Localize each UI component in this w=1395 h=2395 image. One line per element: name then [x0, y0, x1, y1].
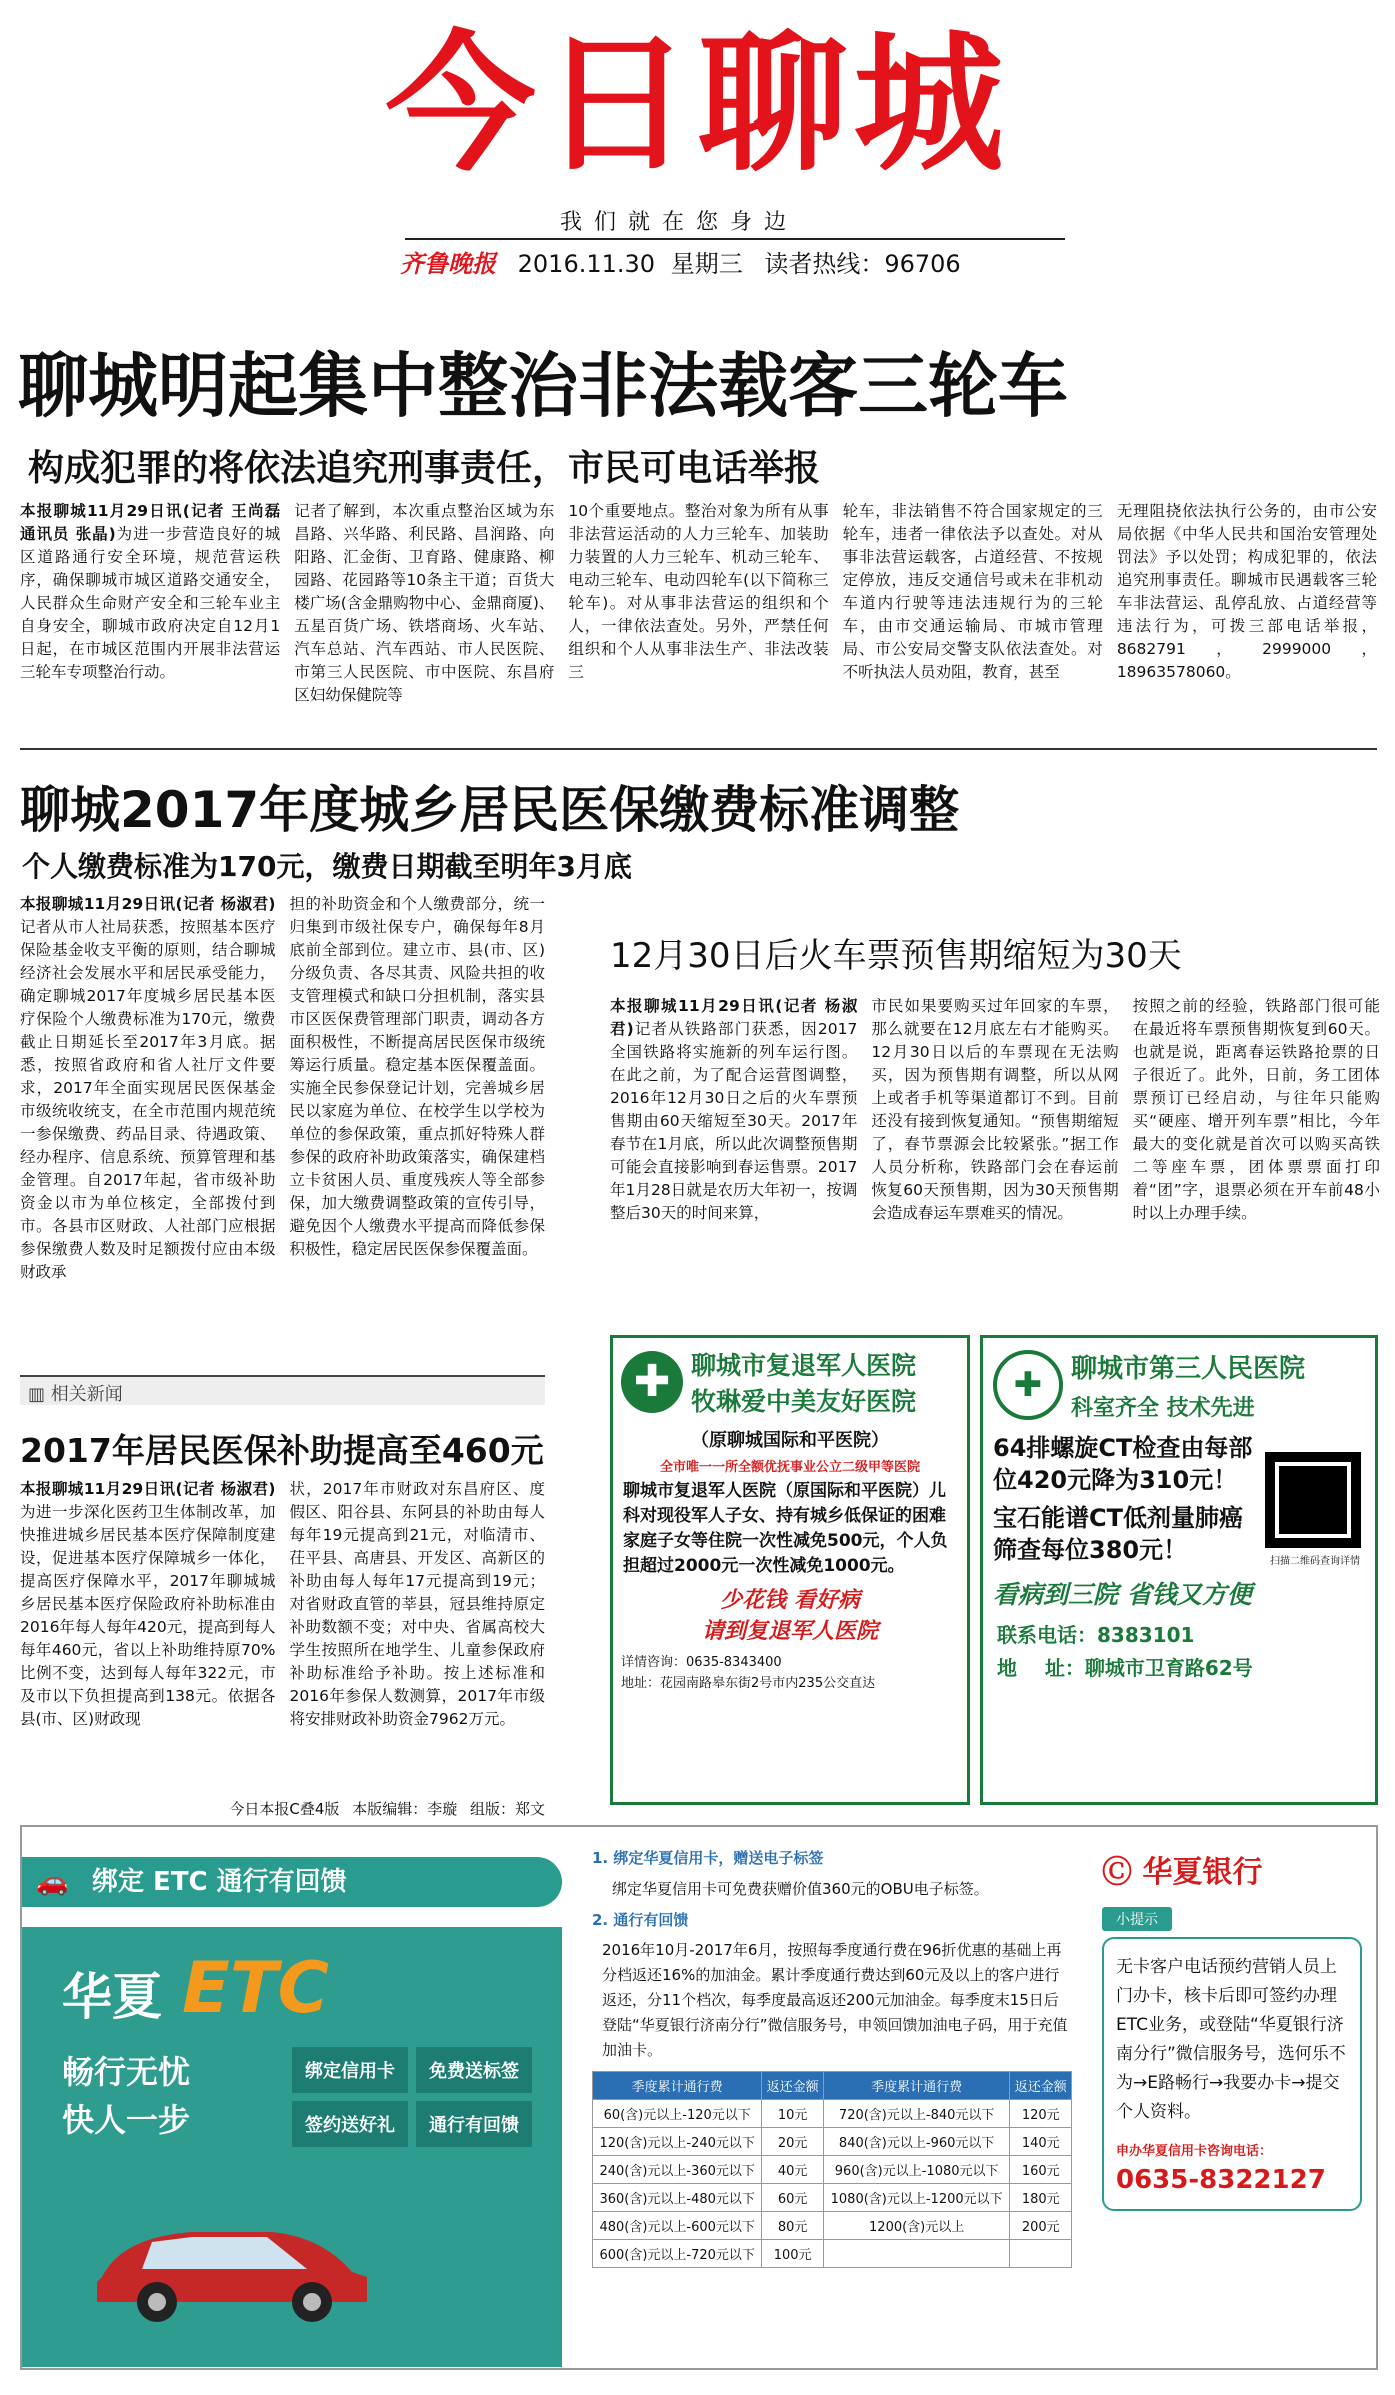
table-header: 返还金额: [762, 2072, 824, 2100]
reader-hotline: 读者热线：96706: [764, 250, 961, 278]
related-news-label: 相关新闻: [50, 1384, 123, 1405]
article3-title: 12月30日后火车票预售期缩短为30天: [610, 936, 1182, 976]
bank-sidebar: [1102, 1847, 1362, 2211]
table-row: 480(含)元以上-600元以下 80元 1200(含)元以上 200元: [593, 2212, 1072, 2240]
etc-details: [592, 1847, 1072, 2268]
qr-code-icon[interactable]: [1265, 1452, 1361, 1548]
paper-logo: 齐鲁晚报: [400, 249, 496, 278]
article3-byline: 本报聊城11月29日讯(记者 杨淑君): [610, 997, 858, 1038]
article4-col: 本报聊城11月29日讯(记者 杨淑君)为进一步深化医药卫生体制改革，加快推进城乡居民基本医疗保障制度建设，促进基本医疗保障城乡一体化，提高医疗保障水平，2017年聊城城乡居民基本医疗保险政府补助标准由2016年每人每年420元，提高到每人每年460元，省以上补助维持原70%比例不变，达到每人每年322元，市及市以下负担提高到138元。依据各县(市、区)财政现: [20, 1480, 276, 1728]
masthead-dateline: [400, 244, 1100, 279]
article3-col: 本报聊城11月29日讯(记者 杨淑君)记者从铁路部门获悉，因2017全国铁路将实施新的列车运行图。在此之前，为了配合运营图调整，2016年12月30日之后的火车票预售期由60天缩短至30天。2017年春节在1月底，所以此次调整预售期可能会直接影响到春运售票。2017年1月28日就是农历大年初一，按调整后30天的时间来算，: [610, 997, 858, 1222]
article1-byline: 本报聊城11月29日讯(记者 王尚磊 通讯员 张晶): [20, 502, 281, 543]
article1-col: 无理阻挠依法执行公务的，由市公安局依据《中华人民共和国治安管理处罚法》予以处罚；构成犯罪的，依法追究刑事责任。聊城市民遇载客三轮车非法营运、乱停乱放、占道经营等违法行为，可拨三部电话举报，8682791，2999000，18963578060。: [1116, 502, 1377, 681]
bank-brand: Ⓒ 华夏银行: [1102, 1855, 1263, 1890]
ad1-address: 地址：花园南路皋东街2号市内235公交直达: [621, 1676, 876, 1691]
ad1-name2: 牧琳爱中美友好医院: [691, 1387, 917, 1416]
ad1-body: 聊城市复退军人医院（原国际和平医院）儿科对现役军人子女、持有城乡低保证的困难家庭子女等住院一次性减免500元，个人负担超过2000元一次性减免1000元。: [623, 1481, 948, 1576]
article2-byline: 本报聊城11月29日讯(记者 杨淑君): [20, 895, 276, 913]
page-footer: [200, 1798, 545, 1819]
etc-tiles: [292, 2047, 532, 2147]
ad1-tagline: 全市唯一一所全额优抚事业公立二级甲等医院: [659, 1460, 920, 1475]
etc-tile: 签约送好礼: [292, 2101, 408, 2147]
car-illustration: [82, 2197, 382, 2327]
ad2-address-row: 地 址：聊城市卫育路62号: [997, 1656, 1253, 1680]
tip-body: 无卡客户电话预约营销人员上门办卡，核卡后即可签约办理ETC业务，或登陆“华夏银行济南分行”微信服务号，选何乐不为→E路畅行→我要办卡→提交个人资料。: [1116, 1957, 1346, 2122]
related-news-icon: ▥: [28, 1384, 51, 1405]
etc-tile: 通行有回馈: [416, 2101, 532, 2147]
article2-title: 聊城2017年度城乡居民医保缴费标准调整: [20, 781, 960, 839]
issue-weekday: 星期三: [670, 250, 743, 278]
article1-col: 记者了解到，本次重点整治区域为东昌路、兴华路、利民路、昌润路、向阳路、汇金街、卫育路、健康路、柳园路、花园路等10条主干道；百货大楼广场(含金鼎购物中心、金鼎商厦)、五星百货广场、铁塔商场、火车站、汽车总站、汽车西站、市人民医院、市第三人民医院、市中医院、东昌府区妇幼保健院等: [294, 502, 555, 704]
article1-col: 本报聊城11月29日讯(记者 王尚磊 通讯员 张晶)为进一步营造良好的城区道路通行安全环境，规范营运秩序，确保聊城市城区道路交通安全，人民群众生命财产安全和三轮车业主自身安全，聊城市政府决定自12月1日起，在市城区范围内开展非法营运三轮车专项整治行动。: [20, 502, 281, 681]
etc-sec2-title: 2. 通行有回馈: [592, 1911, 689, 1929]
table-row: 240(含)元以上-360元以下 40元 960(含)元以上-1080元以下 160元: [593, 2156, 1072, 2184]
ad2-phone-row: 联系电话：8383101: [997, 1623, 1195, 1647]
hotline-label: 申办华夏信用卡咨询电话：: [1116, 2144, 1273, 2159]
etc-brand: 华夏: [62, 1968, 162, 2026]
etc-sec2-body: 2016年10月-2017年6月，按照每季度通行费在96折优惠的基础上再分档返还16%的加油金。累计季度通行费达到60元及以上的客户进行返还，分11个档次，每季度最高返还200元加油金。每季度末15日后登陆“华夏银行济南分行”微信服务号，申领回馈加油电子码，用于充值加油卡。: [602, 1941, 1068, 2059]
etc-tile: 免费送标签: [416, 2047, 532, 2093]
issue-date: 2016.11.30: [517, 250, 656, 278]
article3-body: [610, 995, 1380, 1295]
footer-edition: 今日本报C叠4版: [229, 1800, 340, 1818]
table-row: 60(含)元以上-120元以下 10元 720(含)元以上-840元以下 120元: [593, 2100, 1072, 2128]
section-divider: [20, 748, 1377, 750]
qr-caption: 扫描二维码查询详情: [1270, 1556, 1360, 1567]
etc-tile: 绑定信用卡: [292, 2047, 408, 2093]
etc-rebate-table: [592, 2071, 1072, 2268]
bank-hotline: 0635-8322127: [1116, 2165, 1326, 2195]
tip-box: [1102, 1937, 1362, 2211]
related-news-bar: [20, 1375, 545, 1405]
hospital-ad-2: [980, 1335, 1378, 1805]
footer-layout: 组版：郑文: [469, 1800, 545, 1818]
hospital-ad-1: [610, 1335, 970, 1805]
footer-editor: 本版编辑：李璇: [352, 1800, 458, 1818]
etc-logo: ETC: [182, 1947, 329, 2029]
article4-col: 状，2017年市财政对东昌府区、度假区、阳谷县、东阿县的补助由每人每年19元提高到21元，对临清市、茌平县、高唐县、开发区、高新区的补助由每人每年17元提高到19元；对省财政直管的莘县，冠县维持原定补助数额不变；对中央、省属高校大学生按照所在地学生、儿童参保政府补助标准给予补助。按上述标准和2016年参保人数测算，2017年市级将安排财政补助资金7962万元。: [289, 1480, 545, 1728]
ad2-body2: 宝石能谱CT低剂量肺癌筛查每位380元！: [993, 1504, 1243, 1564]
article1-title: 聊城明起集中整治非法载客三轮车: [18, 345, 1068, 427]
article2-subtitle: 个人缴费标准为170元，缴费日期截至明年3月底: [22, 850, 632, 883]
ad2-slogan: 看病到三院 省钱又方便: [993, 1580, 1252, 1609]
ad2-tagline: 科室齐全 技术先进: [1071, 1396, 1255, 1421]
table-row: 600(含)元以上-720元以下 100元: [593, 2240, 1072, 2268]
ad1-slogan2: 请到复退军人医院: [701, 1619, 878, 1644]
etc-sec1-title: 1. 绑定华夏信用卡，赠送电子标签: [592, 1849, 824, 1867]
hospital-logo-icon: ✚: [993, 1350, 1063, 1420]
etc-motto1: 畅行无忧: [62, 2053, 191, 2091]
masthead-divider: [405, 238, 1065, 240]
table-header: 季度累计通行费: [593, 2072, 762, 2100]
etc-motto2: 快人一步: [62, 2101, 191, 2139]
article3-col: 按照之前的经验，铁路部门很可能在最近将车票预售期恢复到60天。也就是说，距离春运铁路抢票的日子很近了。此外，日前，务工团体票预订已经启动，与往年只能购买“硬座、增开列车票”相比，今年最大的变化就是首次可以购买高铁二等座车票，团体票票面打印着“团”字，退票必须在开车前48小时以上办理手续。: [1132, 997, 1380, 1222]
ad2-body1: 64排螺旋CT检查由每部位420元降为310元！: [993, 1434, 1253, 1494]
masthead-title: 今日聊城: [385, 18, 1010, 192]
ad1-slogan1: 少花钱 看好病: [720, 1588, 860, 1613]
etc-promo-panel: [22, 1927, 562, 2367]
bank-etc-ad: [20, 1825, 1378, 2370]
article1-subtitle: 构成犯罪的将依法追究刑事责任，市民可电话举报: [28, 448, 821, 489]
article2-col: 担的补助资金和个人缴费部分，统一归集到市级社保专户，确保每年8月底前全部到位。建立市、县(市、区)分级负责、各尽其责、风险共担的收支管理模式和缺口分担机制，落实县市区医保费管理部门职责，调动各方面积极性，不断提高居民医保市级统筹运行质量。稳定基本医保覆盖面。实施全民参保登记计划，完善城乡居民以家庭为单位、在校学生以学校为单位的参保政策，重点抓好特殊人群参保的政府补助政策落实，确保建档立卡贫困人员、重度残疾人等全部参保，加大缴费调整政策的宣传引导，避免因个人缴费水平提高而降低参保积极性，稳定居民医保参保覆盖面。: [289, 895, 545, 1258]
ad2-address: 聊城市卫育路62号: [1084, 1656, 1253, 1680]
article2-col: 本报聊城11月29日讯(记者 杨淑君)记者从市人社局获悉，按照基本医疗保险基金收支平衡的原则，结合聊城经济社会发展水平和居民承受能力，确定聊城2017年度城乡居民基本医疗保险个人缴费标准为170元，缴费截止日期延长至2017年3月底。据悉，按照省政府和省人社厅文件要求，2017年全面实现居民医保基金市级统收统支，在全市范围内规范统一参保缴费、药品目录、待遇政策、经办程序、信息系统、预算管理和基金管理。自2017年起，省市级补助资金以市为单位核定，全部拨付到市。各县市区财政、人社部门应根据参保缴费人数及时足额拨付应由本级财政承: [20, 895, 276, 1281]
article1-col: 轮车，非法销售不符合国家规定的三轮车，违者一律依法予以查处。对从事非法营运载客，占道经营、不按规定停放，违反交通信号或未在非机动车道内行驶等违法违规行为的三轮车，由市交通运输局、市城市管理局、市公安局交警支队依法查处。对不听执法人员劝阻，教育，甚至: [842, 502, 1103, 681]
hospital-cross-icon: ✚: [621, 1351, 683, 1413]
article1-col: 10个重要地点。整治对象为所有从事非法营运活动的人力三轮车、加装助力装置的人力三轮车、机动三轮车、电动三轮车、电动四轮车(以下简称三轮车)。对从事非法营运的组织和个人，一律依法查处。另外，严禁任何组织和个人从事非法生产、非法改装三: [568, 502, 829, 681]
article4-body: [20, 1478, 545, 1788]
tip-label: 小提示: [1102, 1907, 1172, 1931]
table-row: 360(含)元以上-480元以下 60元 1080(含)元以上-1200元以下 180元: [593, 2184, 1072, 2212]
ad2-phone: 8383101: [1097, 1623, 1195, 1647]
article2-body: [20, 893, 545, 1358]
masthead-slogan: 我们就在您身边: [560, 210, 799, 235]
table-header: 季度累计通行费: [823, 2072, 1010, 2100]
car-icon: 🚗: [36, 1867, 69, 1897]
ad2-name: 聊城市第三人民医院: [1071, 1354, 1306, 1384]
ad1-phone: 详情咨询：0635-8343400: [621, 1655, 782, 1670]
ad1-name1: 聊城市复退军人医院: [691, 1351, 917, 1380]
article3-col: 市民如果要购买过年回家的车票，那么就要在12月底左右才能购买。12月30日以后的车票现在无法购买，因为预售期有调整，所以从网上或者手机等渠道都订不到。目前还没有接到恢复通知。“预售期缩短了，春节票源会比较紧张。”据工作人员分析称，铁路部门会在春运前恢复60天预售期，因为30天预售期会造成春运车票难买的情况。: [871, 997, 1119, 1222]
article4-byline: 本报聊城11月29日讯(记者 杨淑君): [20, 1480, 276, 1498]
article1-body: [20, 500, 1377, 740]
etc-sec1-body: 绑定华夏信用卡可免费获赠价值360元的OBU电子标签。: [612, 1880, 989, 1898]
table-row: 120(含)元以上-240元以下 20元 840(含)元以上-960元以下 140元: [593, 2128, 1072, 2156]
table-header: 返还金额: [1010, 2072, 1072, 2100]
article4-title: 2017年居民医保补助提高至460元: [20, 1431, 544, 1470]
ad1-subname: （原聊城国际和平医院）: [691, 1430, 889, 1451]
etc-banner: 🚗 绑定 ETC 通行有回馈: [22, 1857, 562, 1907]
bank-logo-icon: Ⓒ: [1102, 1855, 1132, 1890]
